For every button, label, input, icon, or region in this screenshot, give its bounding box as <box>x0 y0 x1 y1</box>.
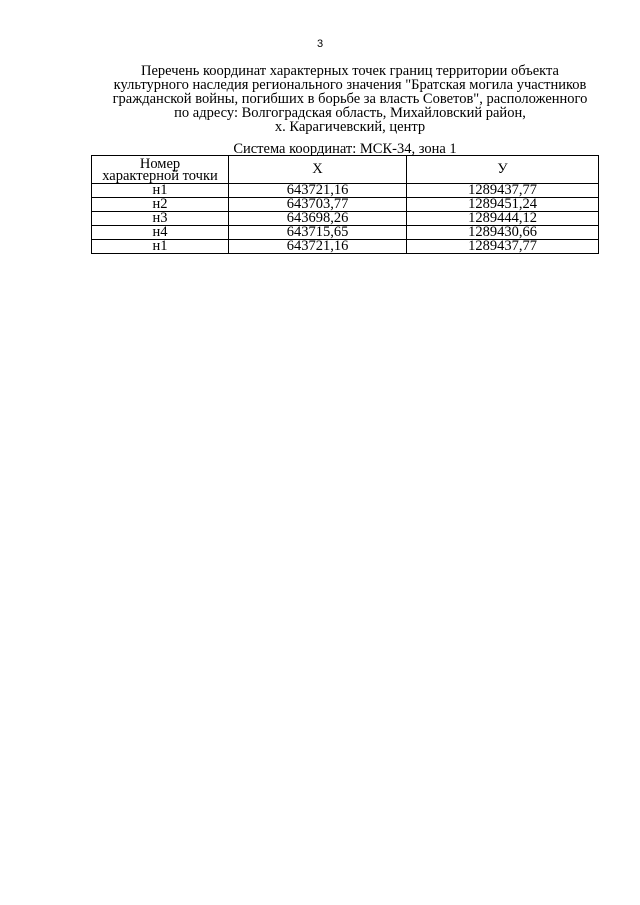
cell-y: 1289451,24 <box>407 198 599 212</box>
cell-y: 1289444,12 <box>407 212 599 226</box>
table-row <box>92 198 599 212</box>
cell-x: 643703,77 <box>229 198 407 212</box>
title-line: культурного наследия регионального значения "Братская могила участников <box>113 77 587 93</box>
cell-point: н4 <box>92 226 229 240</box>
header-y: У <box>407 156 599 184</box>
coordinates-table <box>91 155 599 254</box>
table-row <box>92 240 599 254</box>
header-x: X <box>229 156 407 184</box>
cell-x: 643698,26 <box>229 212 407 226</box>
cell-point: н3 <box>92 212 229 226</box>
cell-x: 643715,65 <box>229 226 407 240</box>
cell-x: 643721,16 <box>229 240 407 254</box>
table-header-row <box>92 156 599 184</box>
cell-y: 1289437,77 <box>407 184 599 198</box>
document-title <box>90 64 610 134</box>
header-point-line1: Номер <box>139 155 181 172</box>
cell-point: н1 <box>92 184 229 198</box>
title-line: гражданской войны, погибших в борьбе за власть Советов", расположенного <box>112 91 588 107</box>
cell-x: 643721,16 <box>229 184 407 198</box>
table-row <box>92 184 599 198</box>
title-line: х. Карагичевский, центр <box>274 119 426 135</box>
cell-y: 1289437,77 <box>407 240 599 254</box>
table-row <box>92 226 599 240</box>
cell-point: н1 <box>92 240 229 254</box>
title-line: Перечень координат характерных точек границ территории объекта <box>141 63 559 79</box>
title-line: по адресу: Волгоградская область, Михайловский район, <box>174 105 526 121</box>
cell-point: н2 <box>92 198 229 212</box>
cell-y: 1289430,66 <box>407 226 599 240</box>
header-point-line2: характерной точки <box>102 167 218 184</box>
header-point-number <box>92 156 229 184</box>
table-row <box>92 212 599 226</box>
coordinate-system-label: Система координат: МСК-34, зона 1 <box>233 141 457 157</box>
page-number: 3 <box>316 38 324 50</box>
